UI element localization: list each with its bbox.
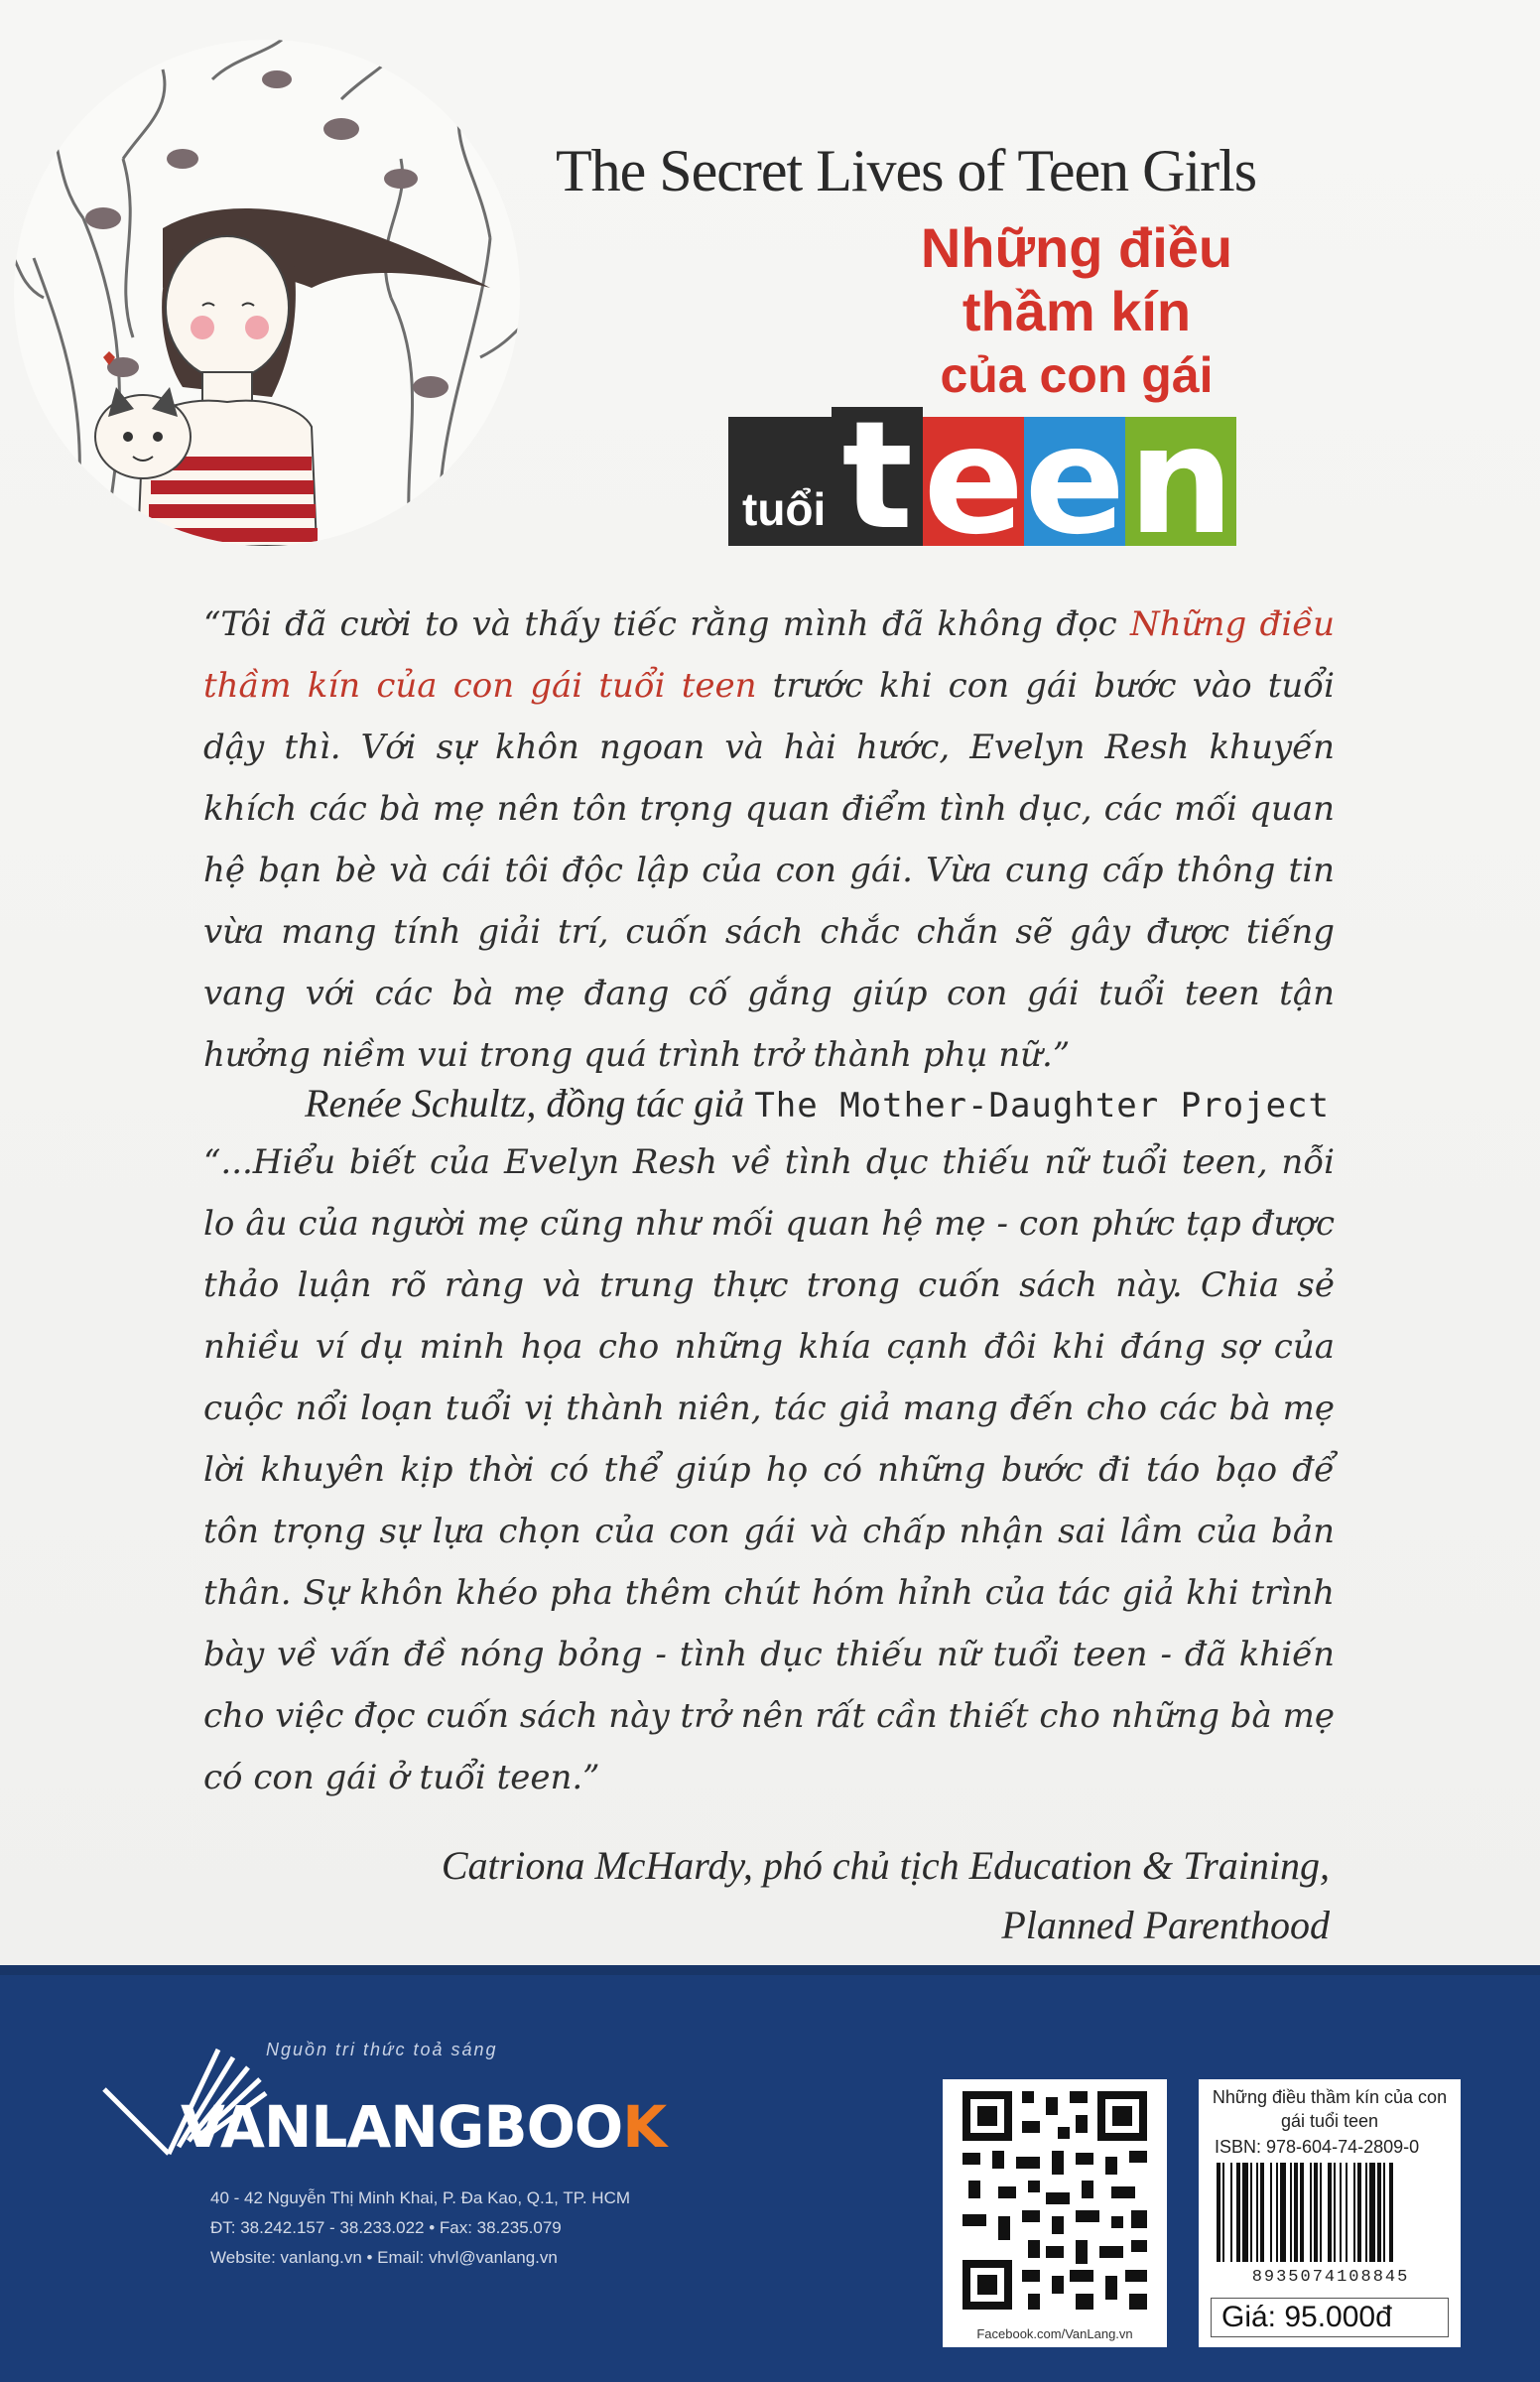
- barcode-icon: [1215, 2163, 1447, 2266]
- barcode-bar: [1340, 2163, 1342, 2262]
- isbn-book-title: Những điều thầm kín của con gái tuổi teen: [1212, 2087, 1448, 2131]
- barcode-bar: [1270, 2163, 1272, 2262]
- publisher-phone: ĐT: 38.242.157 - 38.233.022 • Fax: 38.235.079: [210, 2218, 562, 2237]
- publisher-logo-text: [181, 2093, 666, 2161]
- quote-1-work: The Mother-Daughter Project: [754, 1086, 1330, 1125]
- barcode-bar: [1256, 2163, 1258, 2262]
- barcode-bar: [1320, 2163, 1322, 2262]
- teen-letter-n: n: [1125, 417, 1236, 546]
- barcode-bar: [1290, 2163, 1292, 2262]
- teen-letter-e2: e: [1024, 417, 1126, 546]
- title-teen-block: [728, 407, 1236, 546]
- quote-1-text-end: trước khi con gái bước vào tuổi dậy thì. Với sự khôn ngoan và hài hước, Evelyn Resh khuyến khích các bà mẹ nên tôn trọng quan điểm tình dục, các mối quan hệ bạn bè và cái tôi độc lập của con gái. Vừa cung cấp thông tin vừa mang tính giải trí, cuốn sách chắc chắn sẽ gây được tiếng vang với các bà mẹ đang cố gắng giúp con gái tuổi teen tận hưởng niềm vui trong quá trình trở thành phụ nữ.”: [203, 666, 1335, 1075]
- barcode-bar: [1217, 2163, 1220, 2262]
- publisher-logo: [99, 2040, 754, 2159]
- barcode-bar: [1300, 2163, 1304, 2262]
- title-badge-tuoi: tuổi: [728, 417, 832, 546]
- barcode-bar: [1314, 2163, 1318, 2262]
- barcode-bar: [1242, 2163, 1248, 2262]
- barcode-bar: [1389, 2163, 1393, 2262]
- review-quote-2: “...Hiểu biết của Evelyn Resh về tình dục thiếu nữ tuổi teen, nỗi lo âu của người mẹ cũng như mối quan hệ mẹ - con phức tạp được thảo luận rõ ràng và trung thực trong cuốn sách này. Chia sẻ nhiều ví dụ minh họa cho những khía cạnh đôi khi đáng sợ của cuộc nổi loạn tuổi vị thành niên, tác giả mang đến cho các bà mẹ lời khuyên kịp thời có thể giúp họ có những bước đi táo bạo để tôn trọng sự lựa chọn của con gái và chấp nhận sai lầm của bản thân. Sự khôn khéo pha thêm chút hóm hỉnh của tác giả khi trình bày về vấn đề nóng bỏng - tình dục thiếu nữ tuổi teen - đã khiến cho việc đọc cuốn sách này trở nên rất cần thiết cho những bà mẹ có con gái ở tuổi teen.”: [203, 1142, 1335, 1797]
- teen-letter-e1: e: [923, 417, 1025, 546]
- barcode-bar: [1250, 2163, 1252, 2262]
- title-vn-line-3: của con gái: [940, 347, 1214, 403]
- publisher-address: 40 - 42 Nguyễn Thị Minh Khai, P. Đa Kao, Q.1, TP. HCM: [210, 2188, 631, 2207]
- review-quote-1: [203, 594, 1335, 1086]
- quote-2-author-line-1: Catriona McHardy, phó chủ tịch Education & Training,: [441, 1843, 1330, 1888]
- barcode-bar: [1260, 2163, 1264, 2262]
- logo-text-accent: K: [622, 2093, 667, 2161]
- barcode-bar: [1276, 2163, 1278, 2262]
- barcode-bar: [1236, 2163, 1240, 2262]
- price-tag: Giá: 95.000đ: [1211, 2298, 1449, 2337]
- barcode-bar: [1334, 2163, 1336, 2262]
- qr-code-icon: [962, 2091, 1147, 2310]
- publisher-web: Website: vanlang.vn • Email: vhvl@vanlang.vn: [210, 2248, 558, 2267]
- teen-letter-t: t: [832, 407, 923, 546]
- quote-2-attribution: [442, 1836, 1330, 1955]
- barcode-bar: [1280, 2163, 1286, 2262]
- title-vn-line-2: thầm kín: [962, 280, 1192, 342]
- title-vietnamese: [898, 216, 1255, 407]
- title-english: The Secret Lives of Teen Girls: [556, 138, 1257, 203]
- publisher-contact: [210, 2184, 630, 2273]
- barcode-bar: [1346, 2163, 1348, 2262]
- quote-1-book-title: Những điều thầm kín của con gái tuổi teen: [203, 604, 1336, 706]
- barcode-bar: [1294, 2163, 1298, 2262]
- title-vn-line-1: Những điều: [920, 216, 1233, 279]
- barcode-bar: [1369, 2163, 1375, 2262]
- barcode-bar: [1310, 2163, 1312, 2262]
- isbn-number: ISBN: 978-604-74-2809-0: [1215, 2137, 1420, 2157]
- logo-text-main: VANLANGBOO: [181, 2093, 623, 2161]
- quote-2-author-line-2: Planned Parenthood: [1001, 1903, 1330, 1947]
- publisher-tagline: Nguồn tri thức toả sáng: [266, 2040, 498, 2059]
- barcode-bar: [1230, 2163, 1232, 2262]
- isbn-label: [1199, 2079, 1461, 2347]
- barcode-bar: [1383, 2163, 1385, 2262]
- cover-illustration: [14, 40, 520, 546]
- barcode-bar: [1365, 2163, 1367, 2262]
- quote-1-author: Renée Schultz, đồng tác giả: [305, 1081, 745, 1125]
- barcode-bar: [1377, 2163, 1381, 2262]
- quote-1-text-start: “Tôi đã cười to và thấy tiếc rằng mình đã không đọc: [203, 604, 1130, 644]
- barcode-number: 8935074108845: [1251, 2268, 1410, 2287]
- qr-code-panel: [943, 2079, 1167, 2347]
- barcode-bar: [1328, 2163, 1332, 2262]
- quote-1-attribution: [305, 1074, 1330, 1135]
- girl-cat-illustration-icon: [14, 40, 520, 546]
- barcode-bar: [1353, 2163, 1355, 2262]
- barcode-bar: [1357, 2163, 1361, 2262]
- qr-caption: Facebook.com/VanLang.vn: [976, 2326, 1133, 2341]
- barcode-bar: [1222, 2163, 1224, 2262]
